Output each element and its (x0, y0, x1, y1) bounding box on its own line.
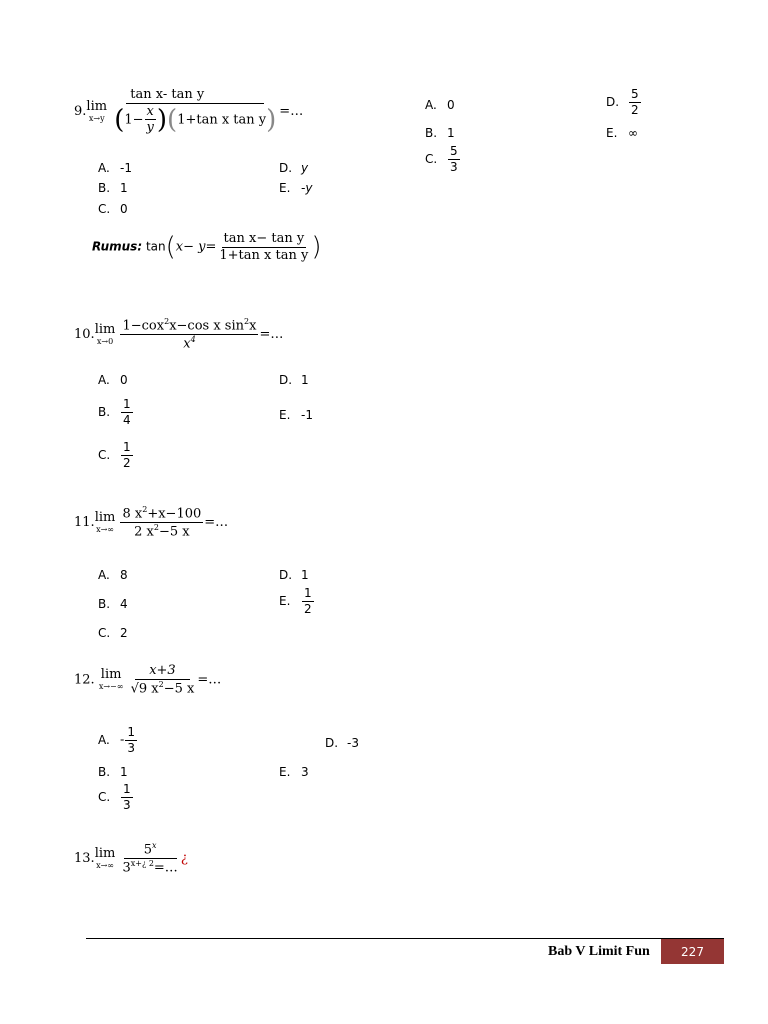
question-number: 12. (74, 672, 95, 688)
limit-fraction: $\frac{x+3}{√9 x^2-5 x}$ (130, 663, 195, 696)
fraction-denominator: (1− $\frac{x}{y}$ )(1+tan x tan y) (114, 103, 277, 136)
question-9 (74, 88, 303, 135)
question-number: 9. (74, 103, 87, 119)
limit-fraction: $\frac{1-cox^2x-\cos x \sin^2x}{x^4}$ (122, 317, 257, 352)
limit-operator: lim x→y (86, 98, 108, 123)
limit-fraction: $\frac{8 x^2+x-100}{2 x^2-5 x}$ (122, 505, 202, 540)
question-number: 13. (74, 850, 95, 866)
q9-option-c[interactable]: C. 0 (98, 202, 128, 216)
rumus-formula: Rumus: tan(x− y= $\frac{\text{tan x− tan y}}{\text{1+tan x tan y}}$ ) (92, 231, 322, 263)
q10-option-a[interactable]: A. 0 (98, 373, 128, 387)
question-11: 11. lim x→∞ $\frac{8 x^2+x-100}{2 x^2-5 x}$ =… (74, 505, 229, 540)
q10-option-b[interactable]: B. $\frac{1}{4}$ (98, 397, 131, 427)
q10-option-d[interactable]: D. 1 (279, 373, 309, 387)
side-option-e[interactable]: E. ∞ (606, 126, 638, 140)
q11-option-e[interactable]: E. $\frac{1}{2}$ (279, 586, 312, 616)
q10-option-c[interactable]: C. $\frac{1}{2}$ (98, 440, 131, 470)
side-option-c[interactable]: C. $\frac{5}{3}$ (425, 144, 458, 174)
question-10: 10. lim x→0 $\frac{1-cox^2x-\cos x \sin^2x}{x^4}$ =… (74, 317, 284, 352)
side-option-d[interactable]: D. $\frac{5}{2}$ (606, 87, 639, 117)
q12-option-e[interactable]: E. 3 (279, 765, 309, 779)
footer-chapter-title: Bab V Limit Fun (548, 944, 650, 959)
limit-fraction (112, 88, 278, 135)
limit-fraction: $\frac{5^x}{3^{x+¿ 2}=\dots}$ (122, 841, 178, 876)
q12-option-d[interactable]: D. -3 (325, 736, 359, 750)
q11-option-b[interactable]: B. 4 (98, 597, 128, 611)
q9-option-e[interactable]: E. -y (279, 181, 313, 195)
rumus-label: Rumus: (92, 239, 143, 254)
footer-divider (86, 938, 724, 939)
question-number: 10. (74, 326, 95, 342)
q9-option-a[interactable]: A. -1 (98, 161, 132, 175)
page-number-badge: 227 (661, 939, 724, 964)
q12-option-a[interactable]: A. - $\frac{1}{3}$ (98, 725, 135, 755)
question-number: 11. (74, 514, 95, 530)
question-12: 12. lim x→−∞ $\frac{x+3}{√9 x^2-5 x}$ =… (74, 663, 222, 696)
q11-option-c[interactable]: C. 2 (98, 626, 128, 640)
q9-option-b[interactable]: B. 1 (98, 181, 128, 195)
q12-option-b[interactable]: B. 1 (98, 765, 128, 779)
question-13: 13. lim x→∞ $\frac{5^x}{3^{x+¿ 2}=\dots}$ ¿ (74, 841, 188, 876)
q12-option-c[interactable]: C. $\frac{1}{3}$ (98, 782, 131, 812)
side-option-b[interactable]: B. 1 (425, 126, 455, 140)
q10-option-e[interactable]: E. -1 (279, 408, 313, 422)
q9-option-d[interactable]: D. y (279, 161, 309, 175)
q11-option-d[interactable]: D. 1 (279, 568, 309, 582)
equals-ellipsis: =… (279, 103, 304, 119)
side-option-a[interactable]: A. 0 (425, 98, 455, 112)
q11-option-a[interactable]: A. 8 (98, 568, 128, 582)
fraction-numerator: tan x- tan y (126, 88, 264, 104)
